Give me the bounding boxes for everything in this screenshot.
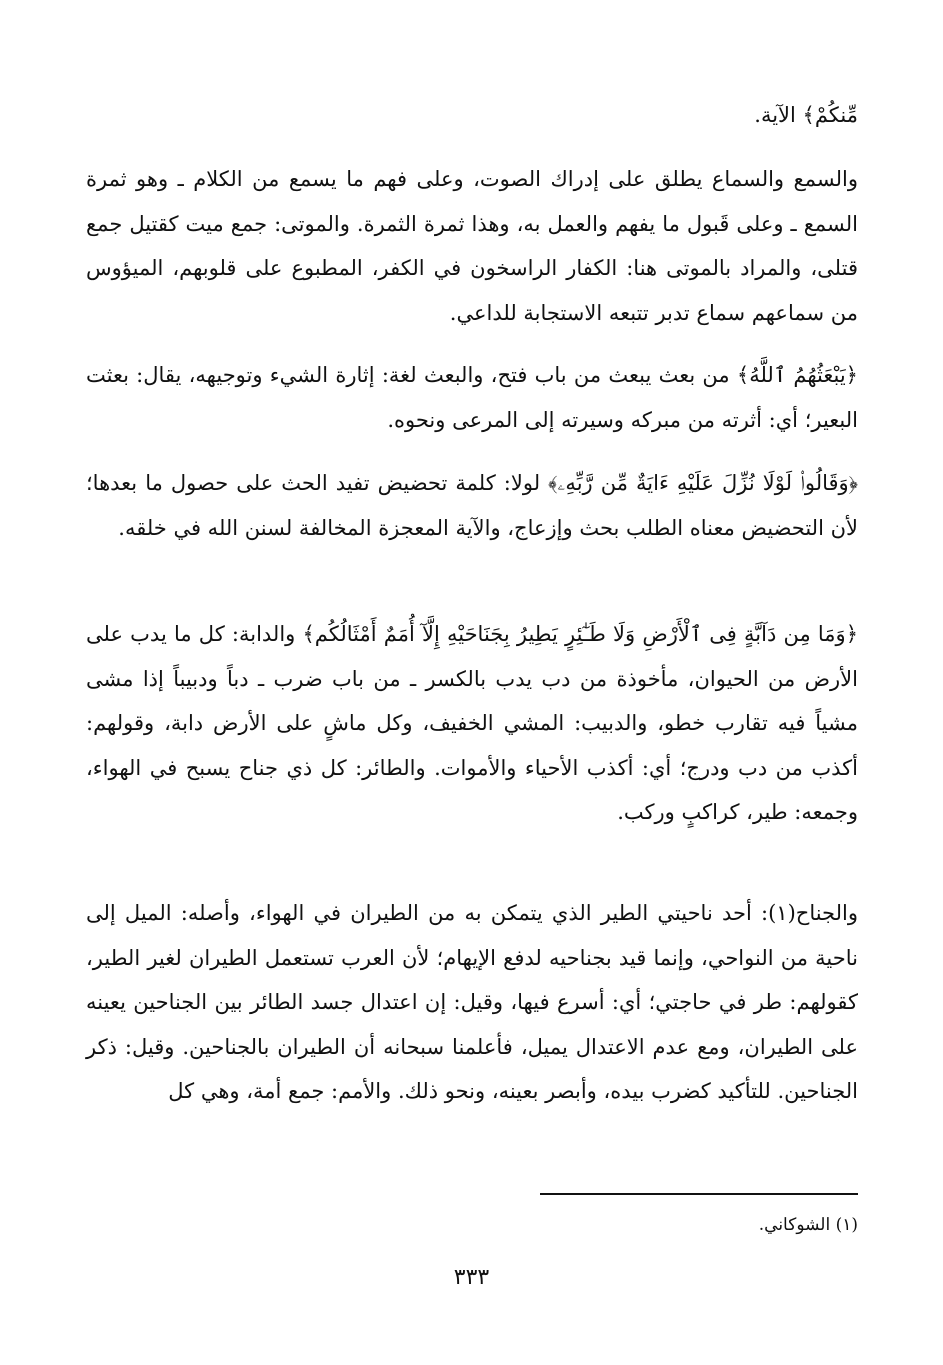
page-number: ٣٣٣ bbox=[453, 1265, 490, 1290]
paragraph-hearing: والسمع والسماع يطلق على إدراك الصوت، وعلى فهم ما يسمع من الكلام ـ وهو ثمرة السمع ـ وعلى قَبول ما يفهم والعمل به، وهذا ثمرة الثمرة. والموتى: جمع ميت كقتيل جمع قتلى، والمراد بالموتى هنا: الكفار الراسخون في الكفر، المطبوع على قلوبهم، الميؤوس من سماعهم سماع تدبر تتبعه الاستجابة للداعي. bbox=[86, 167, 858, 325]
paragraph-verse-ending: مِّنكُمْ﴾ الآية. bbox=[754, 103, 858, 127]
paragraph-wings: والجناح(١): أحد ناحيتي الطير الذي يتمكن به من الطيران في الهواء، وأصله: الميل إلى ناحية من النواحي، وإنما قيد بجناحيه لدفع الإيهام؛ لأن العرب تستعمل الطيران لغير الطير، كقولهم: طر في حاجتي؛ أي: أسرع فيها، وقيل: إن اعتدال جسد الطائر بين الجناحين يعينه على الطيران، ومع عدم الاعتدال يميل، فأعلمنا سبحانه أن الطيران بالجناحين. وقيل: ذكر الجناحين. للتأكيد كضرب بيده، وأبصر بعينه، ونحو ذلك. والأمم: جمع أمة، وهي كل bbox=[86, 901, 858, 1103]
footnote-divider bbox=[540, 1193, 858, 1195]
paragraph-resurrection: ﴿يَبْعَثُهُمُ ٱللَّهُ﴾ من بعث يبعث من باب فتح، والبعث لغة: إثارة الشيء وتوجيهه، يقال: بعثت البعير؛ أي: أثرته من مبركه وسيرته إلى المرعى ونحوه. bbox=[86, 363, 858, 432]
paragraph-sign: ﴿وَقَالُوا۟ لَوْلَا نُزِّلَ عَلَيْهِ ءَايَةٌ مِّن رَّبِّهِۦ﴾ لولا: كلمة تحضيض تفيد الحث على حصول ما بعدها؛ لأن التحضيض معناه الطلب بحث وإزعاج، والآية المعجزة المخالفة لسنن الله في خلقه. bbox=[86, 471, 858, 540]
paragraph-creatures: ﴿وَمَا مِن دَآبَّةٍ فِى ٱلْأَرْضِ وَلَا طَـٰٓئِرٍ يَطِيرُ بِجَنَاحَيْهِ إِلَّآ أُمَمٌ أَمْثَالُكُم﴾ والدابة: كل ما يدب على الأرض من الحيوان، مأخوذة من دب يدب بالكسر ـ من باب ضرب ـ دباً ودبيباً إذا مشى مشياً فيه تقارب خطو، والدبيب: المشي الخفيف، وكل ماشٍ على الأرض دابة، وقولهم: أكذب من دب ودرج؛ أي: أكذب الأحياء والأموات. والطائر: كل ذي جناح يسبح في الهواء، وجمعه: طير، كراكبٍ وركب. bbox=[86, 622, 858, 824]
footnote: (١) الشوكاني. bbox=[758, 1215, 858, 1235]
